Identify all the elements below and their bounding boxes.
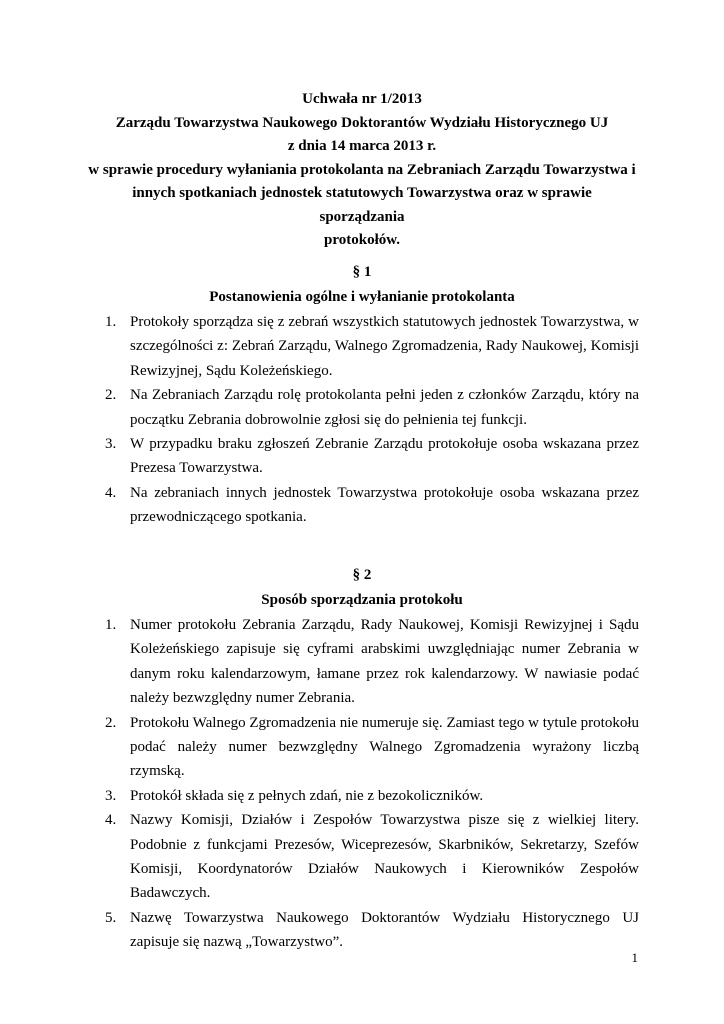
list-item bbox=[88, 711, 639, 784]
list-item-number: 2. bbox=[105, 714, 117, 731]
list-item-number: 5. bbox=[105, 909, 117, 926]
section-2-list bbox=[88, 613, 639, 955]
section-1-symbol: § 1 bbox=[352, 264, 372, 280]
list-item-text: Nazwę Towarzystwa Naukowego Doktorantów Wydziału Historycznego UJ zapisuje się nazwą „Towarzystwo”. bbox=[130, 909, 639, 951]
list-item-text: Na Zebraniach Zarządu rolę protokolanta pełni jeden z członków Zarządu, który na początku Zebrania dobrowolnie zgłosi się do pełnienia tej funkcji. bbox=[130, 387, 639, 428]
title-line-6: protokołów. bbox=[324, 232, 400, 248]
list-item-number: 1. bbox=[105, 314, 117, 330]
list-item bbox=[88, 383, 639, 432]
section-2-header bbox=[88, 563, 636, 612]
list-item-text: Protokołu Walnego Zgromadzenia nie numeruje się. Zamiast tego w tytule protokołu podać należy numer bezwzględny Walnego Zgromadzenia wyrażony liczbą rzymską. bbox=[130, 714, 639, 780]
list-item bbox=[88, 310, 639, 383]
list-item-number: 1. bbox=[105, 617, 117, 633]
resolution-title bbox=[88, 88, 636, 253]
section-1-heading: Postanowienia ogólne i wyłanianie protokolanta bbox=[209, 288, 515, 305]
list-item-text: Protokół składa się z pełnych zdań, nie z bezokoliczników. bbox=[130, 787, 484, 804]
list-item bbox=[88, 808, 639, 906]
list-item-number: 3. bbox=[105, 787, 117, 804]
section-1-list bbox=[88, 310, 639, 530]
list-item-number: 4. bbox=[105, 812, 117, 829]
section-1-header bbox=[88, 260, 636, 309]
list-item bbox=[88, 906, 639, 955]
list-item-number: 4. bbox=[105, 484, 117, 501]
list-item bbox=[88, 613, 639, 711]
section-2-symbol: § 2 bbox=[352, 567, 372, 583]
title-line-3: z dnia 14 marca 2013 r. bbox=[287, 138, 437, 154]
page-number: 1 bbox=[631, 950, 638, 965]
title-line-1: Uchwała nr 1/2013 bbox=[302, 91, 422, 107]
list-item-text: W przypadku braku zgłoszeń Zebranie Zarządu protokołuje osoba wskazana przez Prezesa Towarzystwa. bbox=[130, 436, 639, 477]
title-line-4: w sprawie procedury wyłaniania protokolanta na Zebraniach Zarządu Towarzystwa i bbox=[88, 161, 636, 178]
title-line-2: Zarządu Towarzystwa Naukowego Doktorantów Wydziału Historycznego UJ bbox=[115, 114, 609, 131]
list-item-text: Numer protokołu Zebrania Zarządu, Rady Naukowej, Komisji Rewizyjnej i Sądu Koleżeńskiego zapisuje się cyframi arabskimi uwzględniając numer Zebrania w danym roku kalendarzowym, łamane przez rok kalendarzowy. W nawiasie podać należy bezwzględny numer Zebrania. bbox=[130, 617, 639, 707]
title-line-5: innych spotkaniach jednostek statutowych Towarzystwa oraz w sprawie sporządzania bbox=[132, 185, 592, 225]
list-item-text: Protokoły sporządza się z zebrań wszystkich statutowych jednostek Towarzystwa, w szczególności z: Zebrań Zarządu, Walnego Zgromadzenia, Rady Naukowej, Komisji Rewizyjnej, Sądu Koleżeńskiego. bbox=[130, 314, 639, 379]
list-item-number: 3. bbox=[105, 436, 117, 453]
list-item bbox=[88, 432, 639, 481]
list-item bbox=[88, 784, 639, 808]
list-item-text: Nazwy Komisji, Działów i Zespołów Towarzystwa pisze się z wielkiej litery. Podobnie z funkcjami Prezesów, Wiceprezesów, Skarbników, Sekretarzy, Szefów Komisji, Koordynatorów Działów Naukowych i Kierowników Zespołów Badawczych. bbox=[130, 812, 639, 902]
list-item bbox=[88, 481, 639, 530]
section-2-heading: Sposób sporządzania protokołu bbox=[261, 591, 463, 608]
list-item-number: 2. bbox=[105, 387, 117, 404]
list-item-text: Na zebraniach innych jednostek Towarzystwa protokołuje osoba wskazana przez przewodniczącego spotkania. bbox=[130, 484, 639, 526]
